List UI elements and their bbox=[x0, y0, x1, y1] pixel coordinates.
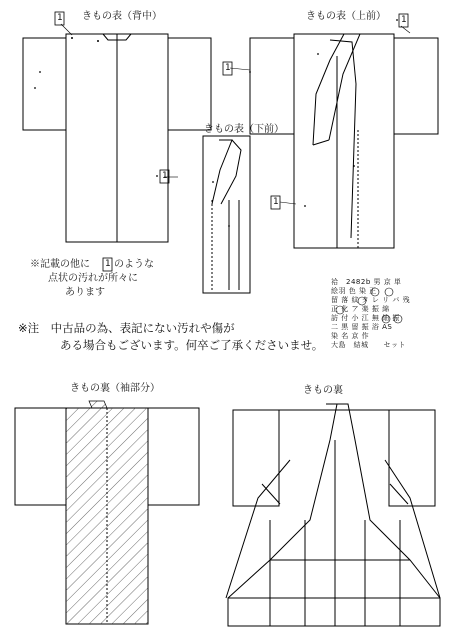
label-lining: きもの裏 bbox=[303, 385, 343, 396]
spec-row: 袷 2482b 男 京 単 bbox=[331, 278, 402, 286]
stain-dots bbox=[34, 19, 398, 227]
spec-row: 二 黒 留 振 浴 AS bbox=[331, 323, 393, 331]
handwritten-line1: ※記載の他に bbox=[30, 259, 90, 270]
handwritten-line3: あります bbox=[65, 287, 105, 298]
marker-number: 1 bbox=[273, 197, 279, 207]
notice-line1: ※注 中古品の為、表記にない汚れや傷が bbox=[18, 321, 235, 335]
kimono-back-drawing bbox=[23, 34, 211, 242]
lining-hatch-area bbox=[66, 408, 148, 624]
marker-number: 1 bbox=[162, 171, 168, 181]
label-front-upper: きもの表（上前） bbox=[306, 11, 386, 22]
spec-row: 訪 付 小 江 無 紬 振 bbox=[331, 314, 400, 322]
handwritten-line1b: のような bbox=[114, 259, 154, 270]
label-front-lower: きもの表（下前） bbox=[204, 124, 284, 135]
notice-text bbox=[18, 320, 323, 354]
marker-number: 1 bbox=[401, 15, 407, 25]
label-lining-sleeve: きもの裏（袖部分） bbox=[70, 383, 160, 394]
marker-number: 1 bbox=[105, 259, 111, 269]
kimono-upper-front-drawing bbox=[250, 34, 438, 248]
marker-number: 1 bbox=[225, 63, 231, 73]
kimono-lower-front-drawing bbox=[203, 136, 250, 293]
marker-number: 1 bbox=[57, 13, 63, 23]
handwritten-line2: 点状の汚れが所々に bbox=[48, 273, 138, 284]
spec-table bbox=[331, 278, 443, 350]
lining-full-drawing bbox=[226, 404, 440, 626]
notice-line2: ある場合もございます。何卒ご了承くださいませ。 bbox=[60, 338, 324, 352]
label-front-back: きもの表（背中） bbox=[82, 11, 162, 22]
spec-row: 大島 結城 セット bbox=[331, 341, 406, 349]
spec-row: 正 化 ア 楽 振 綿 bbox=[331, 305, 390, 313]
spec-row: 留 落 紋 タ レ リ バ 残 bbox=[331, 296, 411, 304]
spec-row: 染 名 京 作 bbox=[331, 332, 370, 340]
spec-row: 絵羽 色 染 正 bbox=[331, 287, 377, 295]
